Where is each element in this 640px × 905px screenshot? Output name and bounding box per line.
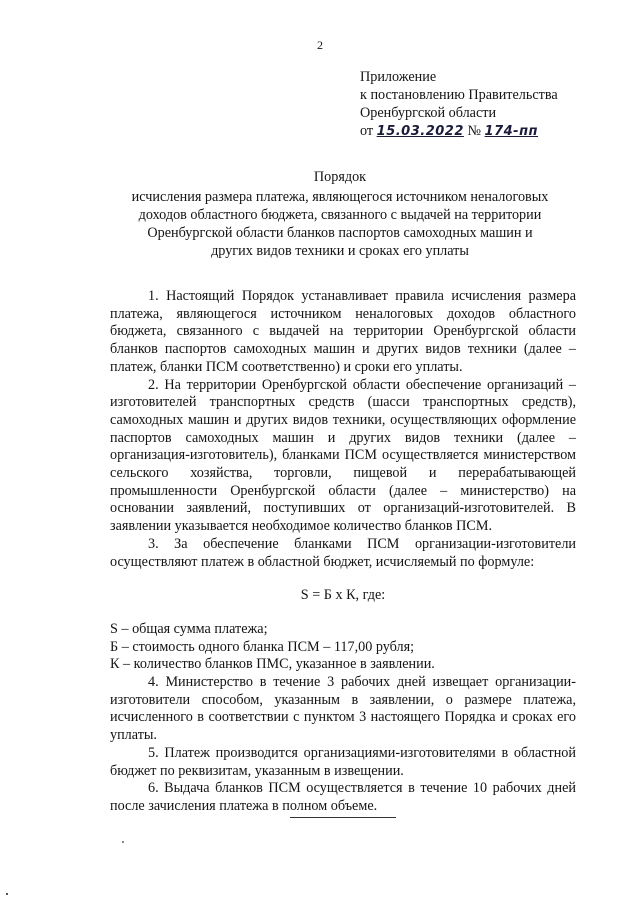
handwritten-date: 15.03.2022	[376, 124, 464, 139]
appendix-title: Приложение	[360, 69, 437, 85]
appendix-resolution-line: к постановлению Правительства	[360, 87, 558, 103]
title-heading: Порядок	[313, 169, 367, 185]
document-body	[110, 288, 576, 816]
title-line-4: других видов техники и сроках его уплаты	[211, 243, 469, 259]
page-number: 2	[317, 38, 323, 52]
formula: S = Б х К, где:	[300, 587, 386, 604]
paragraph-5: 5. Платеж производится организациями-изготовителями в областной бюджет по реквизитам, указанным в извещении.	[110, 744, 576, 779]
paragraph-1: 1. Настоящий Порядок устанавливает правила исчисления размера платежа, являющегося источником неналоговых доходов областного бюджета, связанного с выдачей на территории Оренбургской области бланков паспортов самоходных машин и других видов техники (далее – платеж, бланки ПСМ соответственно) и сроки его уплаты.	[110, 288, 576, 375]
document-title	[110, 168, 570, 260]
paragraph-4: 4. Министерство в течение 3 рабочих дней извещает организации-изготовители способом, указанным в заявлении, о размере платежа, исчисленного в соответствии с пунктом 3 настоящего Порядка и сроках его уплаты.	[110, 674, 576, 744]
paragraph-3: 3. За обеспечение бланками ПСМ организации-изготовители осуществляют платеж в областной бюджет, исчисляемый по формуле:	[110, 535, 576, 570]
end-divider	[290, 817, 396, 818]
paragraph-2: 2. На территории Оренбургской области обеспечение организаций – изготовителей транспортных средств (шасси транспортных средств), самоходных машин и других видов техники, осуществляющих оформление паспортов самоходных машин и других видов техники (далее – организация-изготовитель), бланками ПСМ осуществляется министерством сельского хозяйства, торговли, пищевой и перерабатывающей промышленности Оренбургской области (далее – министерство) на основании заявлений, поступивших от организаций-изготовителей. В заявлении указывается необходимое количество бланков ПСМ.	[110, 376, 576, 535]
margin-dot	[6, 893, 8, 895]
appendix-region-line: Оренбургской области	[360, 105, 497, 121]
definition-k: К – количество бланков ПМС, указанное в заявлении.	[110, 656, 435, 673]
date-prefix: от	[360, 123, 374, 139]
appendix-date-line	[360, 122, 558, 141]
title-line-2: доходов областного бюджета, связанного с выдачей на территории	[138, 207, 542, 223]
scan-dot	[122, 841, 124, 843]
definition-s: S – общая сумма платежа;	[110, 620, 268, 637]
title-line-1: исчисления размера платежа, являющегося источником неналоговых	[131, 189, 549, 205]
definition-b: Б – стоимость одного бланка ПСМ – 117,00 рубля;	[110, 638, 415, 655]
appendix-block	[360, 68, 558, 141]
handwritten-number: 174-пп	[484, 124, 539, 139]
paragraph-6: 6. Выдача бланков ПСМ осуществляется в течение 10 рабочих дней после зачисления платежа в полном объеме.	[110, 780, 576, 814]
number-sign: №	[467, 123, 481, 139]
title-line-3: Оренбургской области бланков паспортов самоходных машин и	[147, 225, 533, 241]
